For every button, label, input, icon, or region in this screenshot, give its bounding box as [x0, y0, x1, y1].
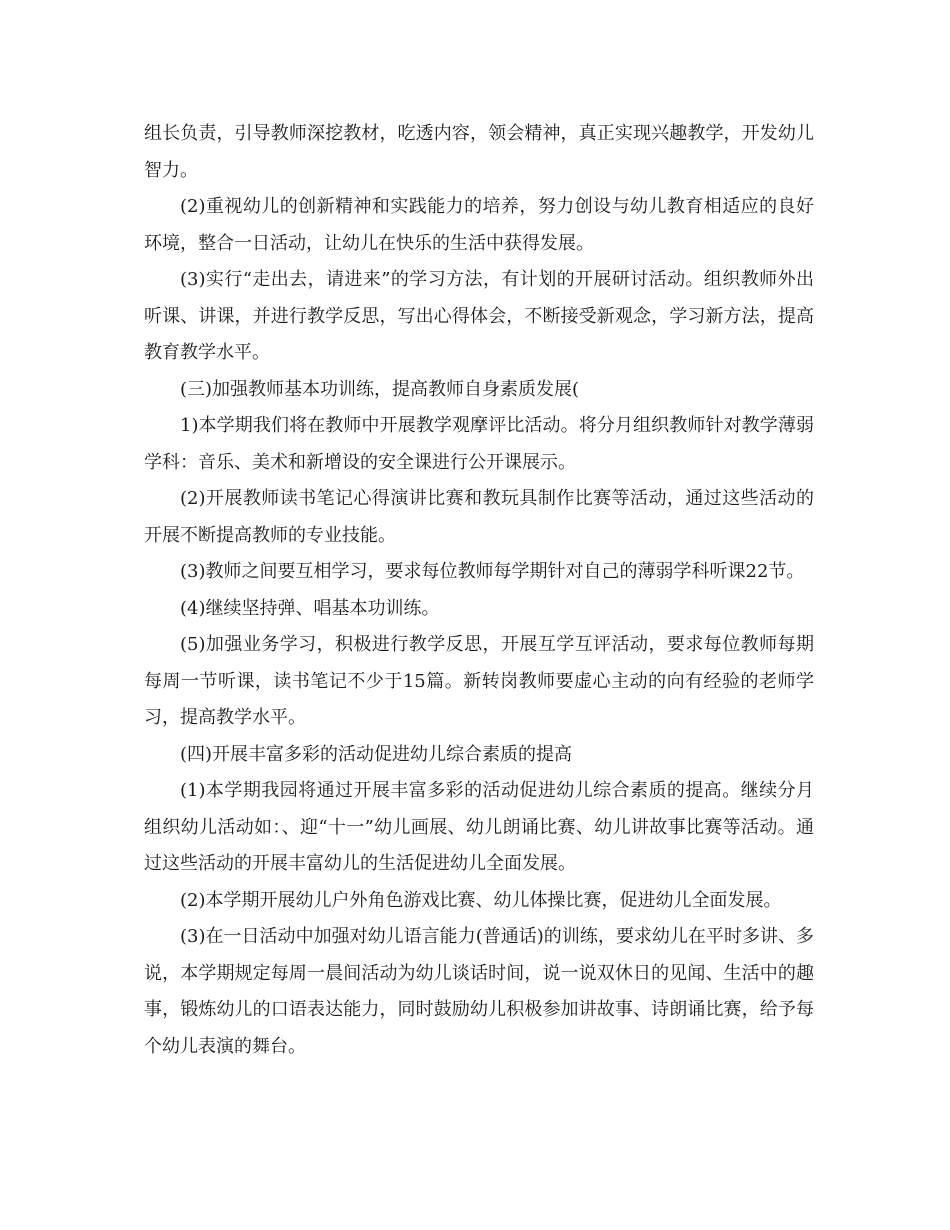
section-heading-4: (四)开展丰富多彩的活动促进幼儿综合素质的提高: [180, 743, 573, 765]
paragraph-item-2-environment: (2)重视幼儿的创新精神和实践能力的培养，努力创设与幼儿教育相适应的良好环境，整合一日活动，让幼儿在快乐的生活中获得发展。: [144, 196, 814, 254]
paragraph-item-4-basic-skills: (4)继续坚持弹、唱基本功训练。: [180, 597, 440, 619]
paragraph-continuation: 组长负责，引导教师深挖教材，吃透内容，领会精神，真正实现兴趣教学，开发幼儿智力。: [144, 123, 814, 181]
paragraph-item-3-mutual-learning: (3)教师之间要互相学习，要求每位教师每学期针对自己的薄弱学科听课22节。: [180, 561, 805, 582]
paragraph-item-1-observation: 1)本学期我们将在教师中开展教学观摩评比活动。将分月组织教师针对教学薄弱学科：音乐、美术和新增设的安全课进行公开课展示。: [144, 415, 814, 473]
section-heading-3: (三)加强教师基本功训练，提高教师自身素质发展(: [180, 378, 580, 400]
paragraph-item-3-study-method: (3)实行“走出去，请进来”的学习方法，有计划的开展研讨活动。组织教师外出听课、讲课，并进行教学反思，写出心得体会，不断接受新观念，学习新方法，提高教育教学水平。: [144, 269, 814, 363]
paragraph-item-2-reading-notes: (2)开展教师读书笔记心得演讲比赛和教玩具制作比赛等活动，通过这些活动的开展不断提高教师的专业技能。: [144, 488, 814, 546]
paragraph-item-5-professional-study: (5)加强业务学习，积极进行教学反思，开展互学互评活动，要求每位教师每期每周一节听课，读书笔记不少于15篇。新转岗教师要虚心主动的向有经验的老师学习，提高教学水平。: [144, 634, 814, 728]
paragraph-item-1-activities: (1)本学期我园将通过开展丰富多彩的活动促进幼儿综合素质的提高。继续分月组织幼儿活动如：、迎“十一”幼儿画展、幼儿朗诵比赛、幼儿讲故事比赛等活动。通过这些活动的开展丰富幼儿的生活促进幼儿全面发展。: [144, 780, 814, 874]
paragraph-item-2-outdoor-games: (2)本学期开展幼儿户外角色游戏比赛、幼儿体操比赛，促进幼儿全面发展。: [180, 889, 782, 911]
paragraph-item-3-language-training: (3)在一日活动中加强对幼儿语言能力(普通话)的训练，要求幼儿在平时多讲、多说，本学期规定每周一晨间活动为幼儿谈话时间，说一说双休日的见闻、生活中的趣事，锻炼幼儿的口语表达能力，同时鼓励幼儿积极参加讲故事、诗朗诵比赛，给予每个幼儿表演的舞台。: [144, 926, 814, 1057]
document-body: [144, 116, 814, 1065]
